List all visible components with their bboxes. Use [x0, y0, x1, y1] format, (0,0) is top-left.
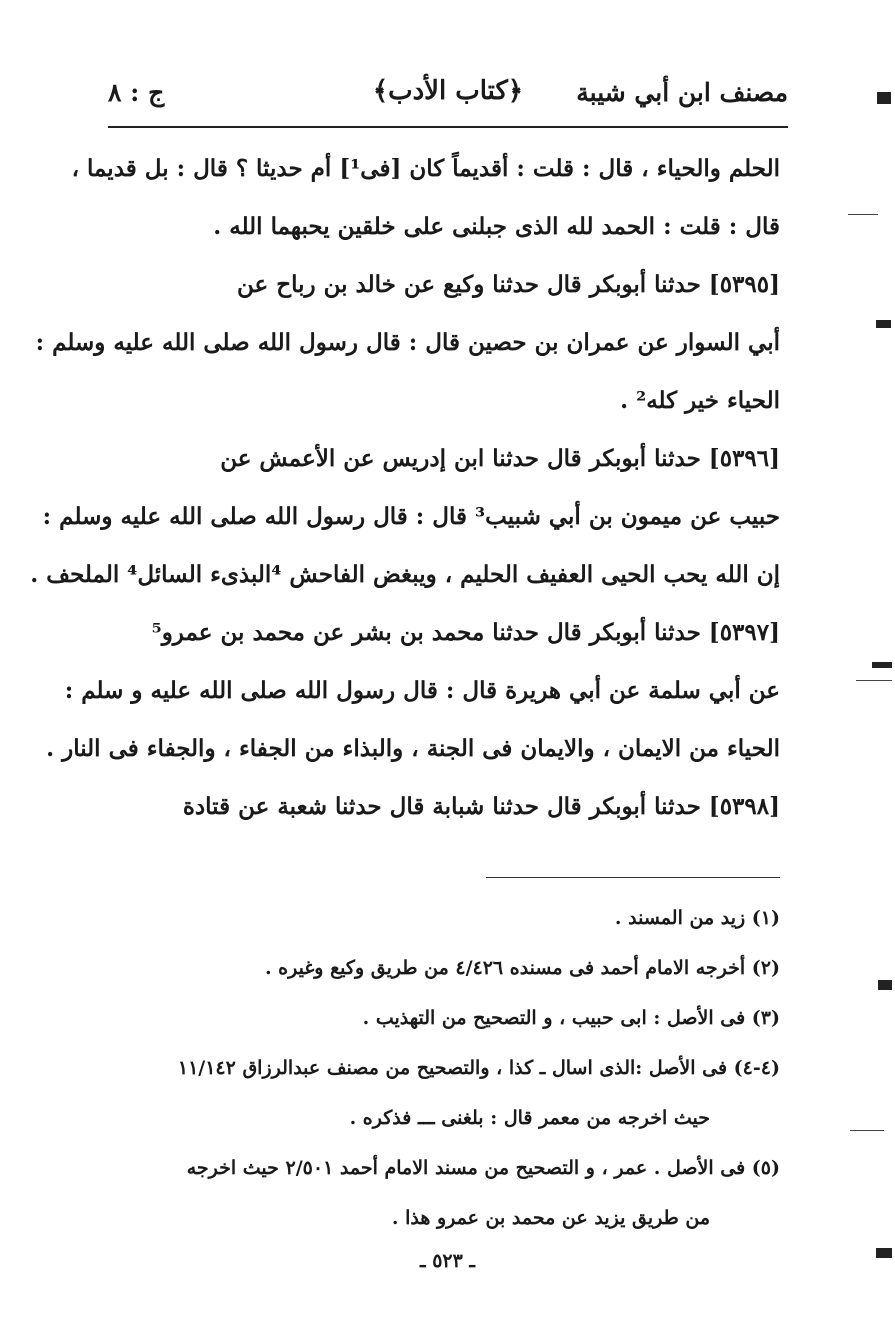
scan-mark — [856, 680, 892, 681]
chapter-title: ﴿كتاب الأدب﴾ — [372, 76, 524, 106]
page-number: ـ ٥٢٣ ـ — [420, 1250, 475, 1272]
hadith-5396-start: [٥٣٩٦] حدثنا أبوبكر قال حدثنا ابن إدريس عن الأعمش عن — [220, 445, 780, 472]
scan-mark — [878, 980, 892, 990]
text-line: الحياء خير كله² . — [620, 387, 780, 414]
hadith-5395-start: [٥٣٩٥] حدثنا أبوبكر قال حدثنا وكيع عن خالد بن رباح عن — [236, 271, 780, 298]
scan-mark — [876, 320, 891, 328]
scan-mark — [850, 1130, 884, 1131]
text-line: حبيب عن ميمون بن أبي شبيب³ قال : قال رسول الله صلى الله عليه وسلم : — [42, 503, 780, 530]
book-title: مصنف ابن أبي شيبة — [576, 78, 788, 107]
volume-number: ج : ٨ — [108, 78, 165, 107]
hadith-5398-start: [٥٣٩٨] حدثنا أبوبكر قال حدثنا شبابة قال حدثنا شعبة عن قتادة — [182, 793, 780, 820]
footnote-4-continued: حيث اخرجه من معمر قال : بلغنى ـــ فذكره . — [349, 1107, 710, 1129]
scan-mark — [877, 92, 891, 104]
text-line: أبي السوار عن عمران بن حصين قال : قال رسول الله صلى الله عليه وسلم : — [35, 329, 780, 356]
footnote-5: (٥) فى الأصل . عمر ، و التصحيح من مسند الامام أحمد ٢/٥٠١ حيث اخرجه — [186, 1157, 780, 1179]
text-line: الحلم والحياء ، قال : قلت : أقديماً كان [فى¹] أم حديثا ؟ قال : بل قديما ، — [71, 155, 780, 182]
main-text — [30, 140, 780, 836]
text-line: عن أبي سلمة عن أبي هريرة قال : قال رسول الله صلى الله عليه و سلم : — [64, 677, 780, 704]
page-header — [108, 72, 788, 124]
footnote-4: (٤-٤) فى الأصل :الذى اسال ـ كذا ، والتصحيح من مصنف عبدالرزاق ١١/١٤٢ — [177, 1057, 780, 1079]
text-line: الحياء من الايمان ، والايمان فى الجنة ، والبذاء من الجفاء ، والجفاء فى النار . — [46, 735, 780, 762]
hadith-5397-start: [٥٣٩٧] حدثنا أبوبكر قال حدثنا محمد بن بشر عن محمد بن عمرو⁵ — [151, 619, 780, 646]
scan-mark — [872, 662, 892, 668]
footnotes — [100, 893, 780, 1243]
footnote-3: (٣) فى الأصل : ابى حبيب ، و التصحيح من التهذيب . — [362, 1007, 780, 1029]
scan-mark — [876, 1248, 892, 1258]
header-rule — [108, 126, 788, 128]
text-line: قال : قلت : الحمد لله الذى جبلنى على خلقين يحبهما الله . — [213, 213, 780, 240]
footnote-1: (١) زيد من المسند . — [614, 907, 780, 929]
footnote-rule — [486, 877, 780, 878]
footnote-2: (٢) أخرجه الامام أحمد فى مسنده ٤/٤٢٦ من طريق وكيع وغيره . — [264, 957, 780, 979]
scan-mark — [848, 214, 878, 215]
text-line: إن الله يحب الحيى العفيف الحليم ، ويبغض الفاحش ⁴البذىء السائل⁴ الملحف . — [30, 561, 780, 588]
footnote-5-continued: من طريق يزيد عن محمد بن عمرو هذا . — [391, 1207, 710, 1229]
